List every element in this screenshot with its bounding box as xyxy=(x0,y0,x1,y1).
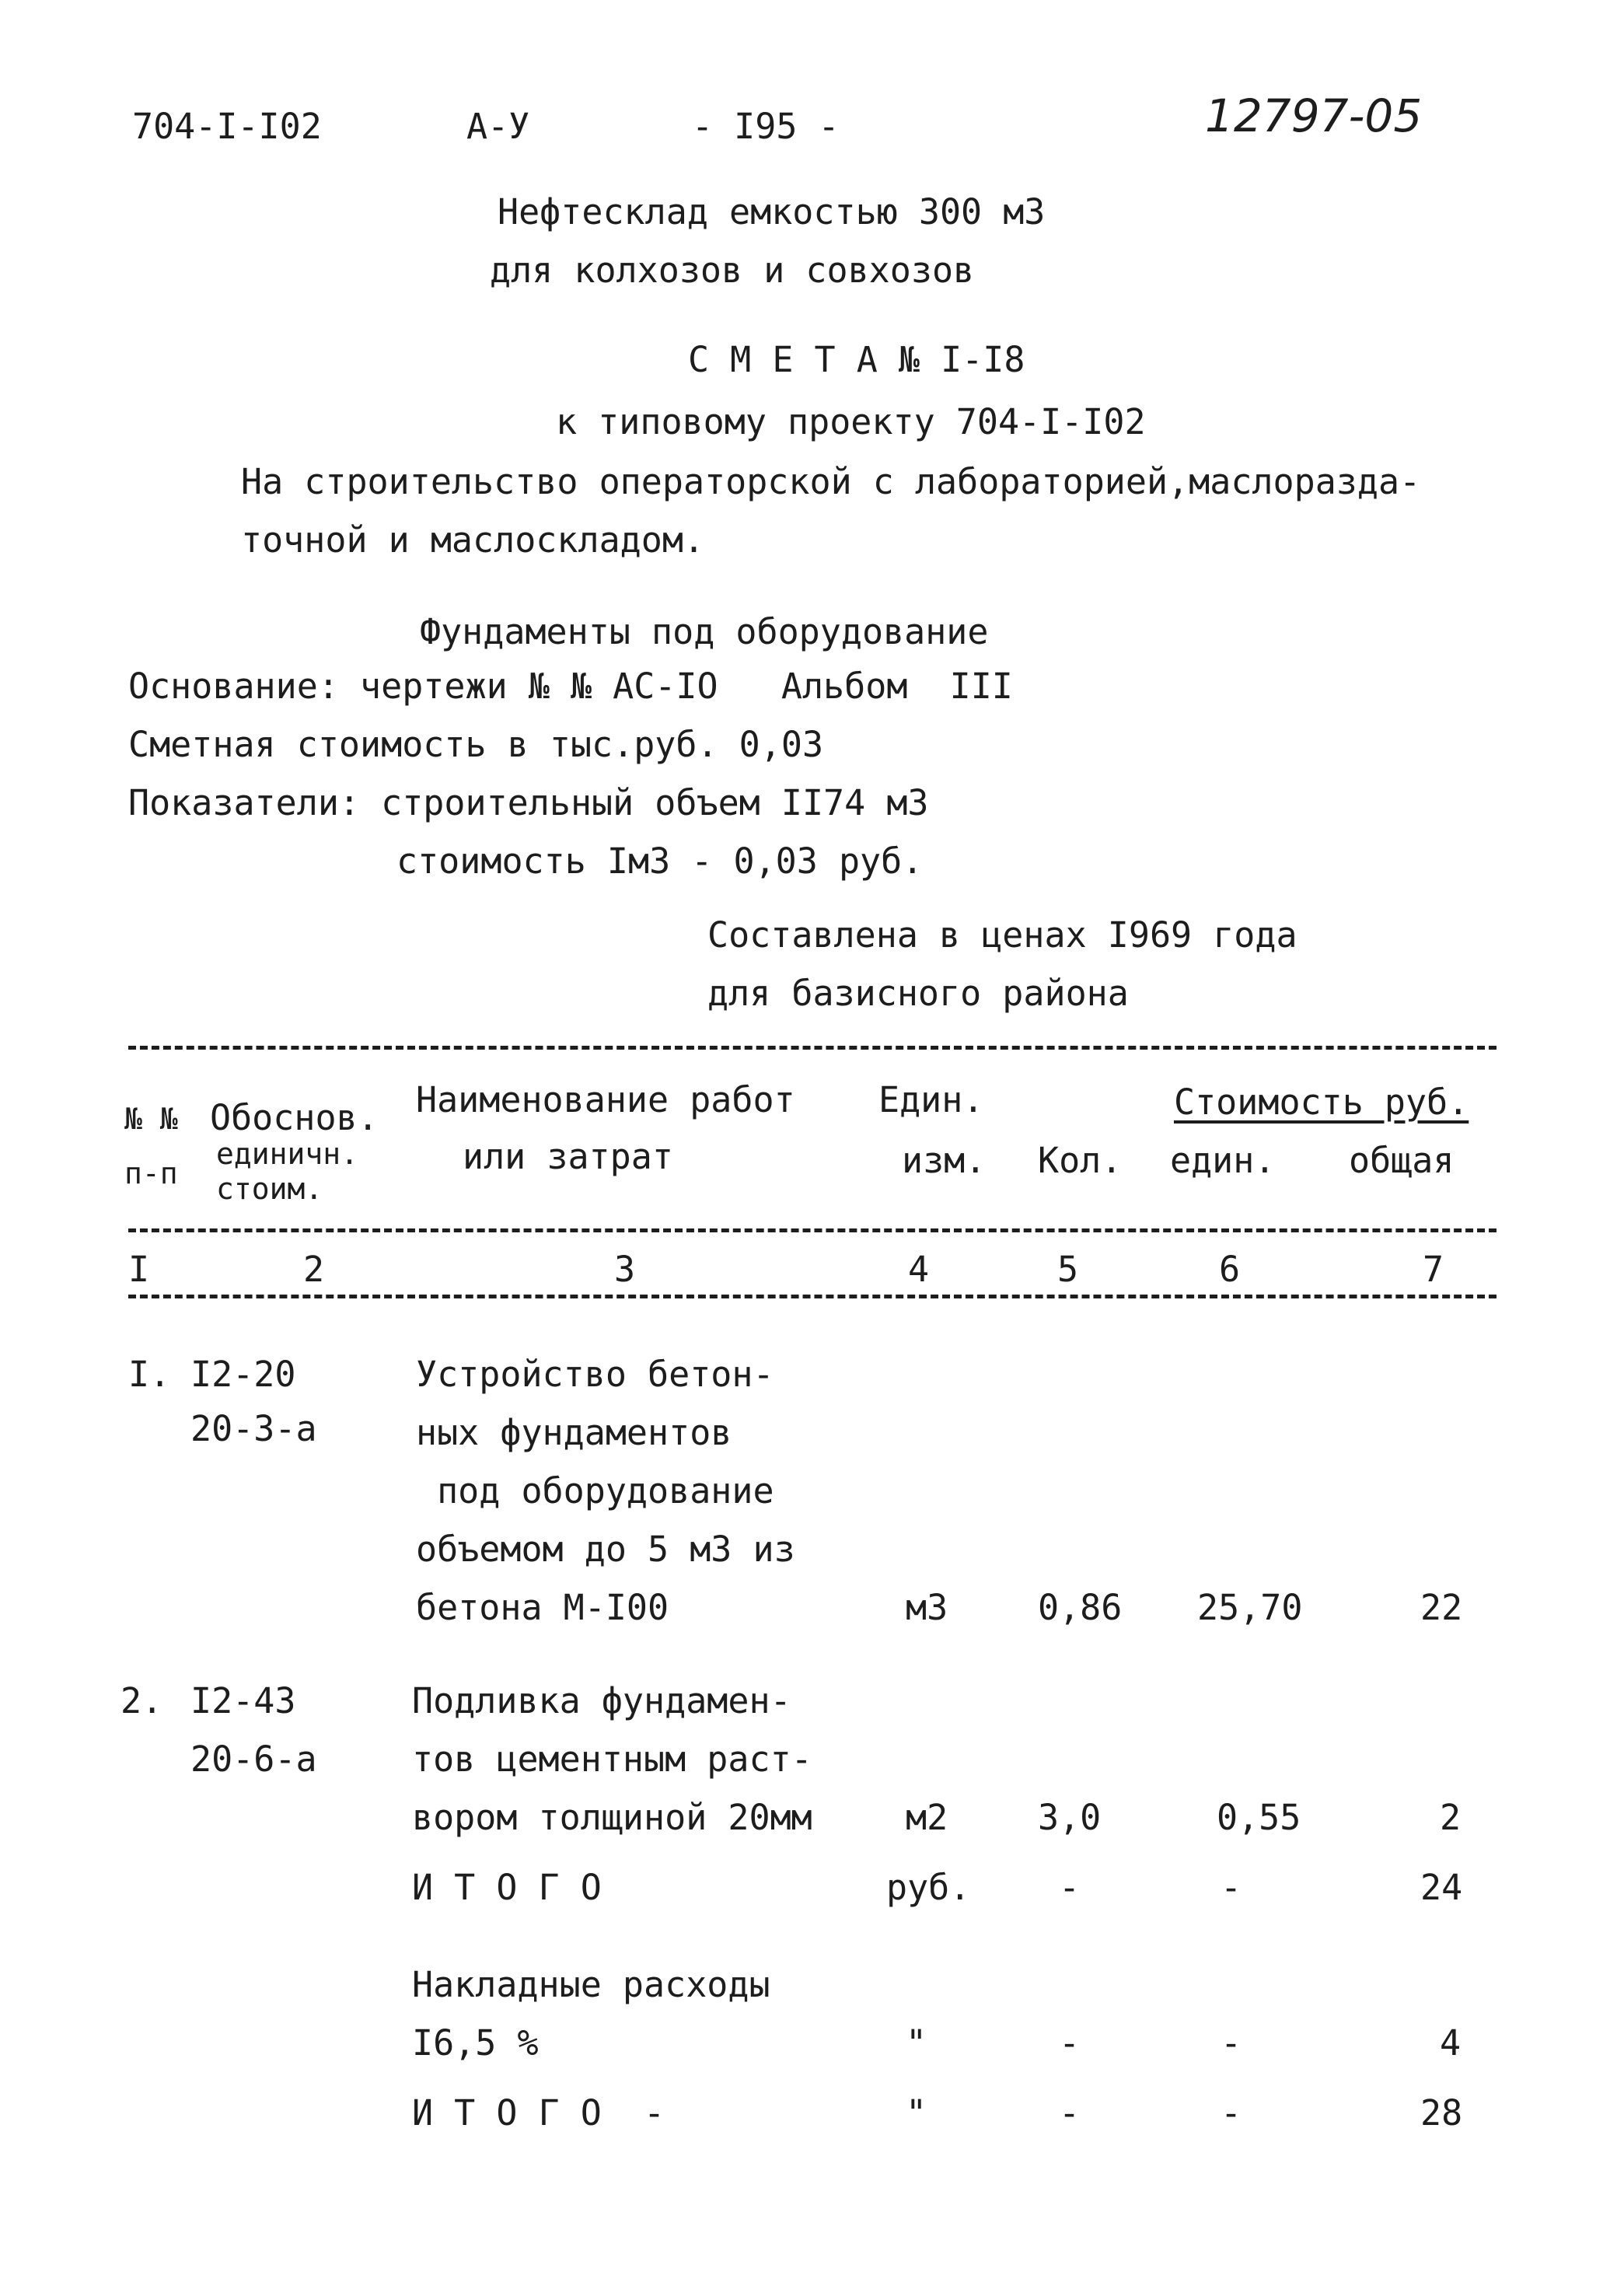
header-basis-2: единичн. xyxy=(216,1137,359,1171)
summary-1-price: - xyxy=(1221,1867,1242,1908)
unit-cost-line: стоимость Iм3 - 0,03 руб. xyxy=(396,840,924,882)
prices-line-1: Составлена в ценах I969 года xyxy=(707,914,1297,956)
header-qty: Кол. xyxy=(1038,1140,1123,1181)
row-2-num: 2. xyxy=(120,1680,163,1721)
table-top-rule xyxy=(128,1046,1497,1050)
section-title: Фундаменты под оборудование xyxy=(420,611,989,652)
row-1-name-5: бетона М-I00 xyxy=(416,1587,669,1628)
row-1-num: I. xyxy=(128,1354,171,1395)
row-2-total: 2 xyxy=(1440,1797,1462,1838)
summary-3-qty: - xyxy=(1059,2092,1081,2133)
header-cost-unit: един. xyxy=(1170,1140,1276,1181)
row-2-name-1: Подливка фундамен- xyxy=(412,1680,791,1721)
row-2-basis-2: 20-6-а xyxy=(190,1739,317,1780)
summary-1-unit: руб. xyxy=(886,1867,971,1908)
sheet-code: А-У xyxy=(466,106,530,147)
doc-code: 704-I-I02 xyxy=(132,106,322,147)
summary-2-price: - xyxy=(1221,2022,1242,2064)
summary-2-total: 4 xyxy=(1440,2022,1462,2064)
row-2-unit: м2 xyxy=(906,1797,948,1838)
summary-3-total: 28 xyxy=(1420,2092,1463,2133)
row-2-name-2: тов цементным раст- xyxy=(412,1739,812,1780)
project-ref: к типовому проекту 704-I-I02 xyxy=(556,401,1146,442)
summary-2-name-1: Накладные расходы xyxy=(412,1964,770,2005)
row-1-name-4: объемом до 5 м3 из xyxy=(416,1529,795,1570)
title-line-1: Нефтесклад емкостью 300 м3 xyxy=(498,191,1046,232)
header-num-1: № № xyxy=(124,1102,178,1136)
prices-line-2: для базисного района xyxy=(707,973,1129,1014)
col-number-2: 2 xyxy=(303,1249,325,1290)
header-name-2: или затрат xyxy=(463,1136,673,1177)
header-unit-1: Един. xyxy=(878,1079,984,1120)
summary-1-qty: - xyxy=(1059,1867,1081,1908)
row-1-price: 25,70 xyxy=(1197,1587,1303,1628)
title-line-2: для колхозов и совхозов xyxy=(490,250,975,291)
header-rule xyxy=(128,1228,1497,1232)
summary-1-total: 24 xyxy=(1420,1867,1463,1908)
header-cost-title: Стоимость руб. xyxy=(1174,1082,1469,1123)
row-1-unit: м3 xyxy=(906,1587,948,1628)
basis-line: Основание: чертежи № № АС-IO Альбом III xyxy=(128,666,1013,707)
col-number-5: 5 xyxy=(1057,1249,1079,1290)
header-cost-total: общая xyxy=(1349,1140,1455,1181)
summary-1-name: И Т О Г О xyxy=(412,1867,602,1908)
summary-2-name-2: I6,5 % xyxy=(412,2022,539,2064)
estimate-title: С М Е Т А № I-I8 xyxy=(688,339,1025,380)
row-2-qty: 3,0 xyxy=(1038,1797,1102,1838)
purpose-line-2: точной и маслоскладом. xyxy=(241,519,705,561)
row-2-basis-1: I2-43 xyxy=(190,1680,296,1721)
row-1-qty: 0,86 xyxy=(1038,1587,1123,1628)
summary-3-unit: " xyxy=(906,2092,927,2133)
cost-line: Сметная стоимость в тыс.руб. 0,03 xyxy=(128,724,824,765)
summary-3-name: И Т О Г О - xyxy=(412,2092,665,2133)
col-number-6: 6 xyxy=(1219,1249,1241,1290)
row-1-name-2: ных фундаментов xyxy=(416,1412,732,1453)
summary-2-qty: - xyxy=(1059,2022,1081,2064)
summary-2-unit: " xyxy=(906,2022,927,2064)
header-unit-2: изм. xyxy=(902,1140,987,1181)
header-num-2: п-п xyxy=(124,1156,178,1190)
header-basis-1: Обоснов. xyxy=(210,1097,379,1138)
row-1-total: 22 xyxy=(1420,1587,1463,1628)
row-1-name-3: под оборудование xyxy=(416,1470,774,1511)
col-number-7: 7 xyxy=(1423,1249,1444,1290)
row-1-basis-2: 20-3-а xyxy=(190,1408,317,1449)
purpose-line-1: На строительство операторской с лабораторией,маслоразда- xyxy=(241,461,1421,502)
row-1-name-1: Устройство бетон- xyxy=(416,1354,774,1395)
handwritten-number: 12797-05 xyxy=(1205,89,1423,142)
col-number-1: I xyxy=(128,1249,150,1290)
row-2-price: 0,55 xyxy=(1217,1797,1301,1838)
col-number-3: 3 xyxy=(614,1249,636,1290)
indicators-line: Показатели: строительный объем II74 м3 xyxy=(128,782,929,823)
column-number-rule xyxy=(128,1295,1497,1298)
summary-3-price: - xyxy=(1221,2092,1242,2133)
page-number: - I95 - xyxy=(692,106,840,147)
header-name-1: Наименование работ xyxy=(416,1079,795,1120)
row-1-basis-1: I2-20 xyxy=(190,1354,296,1395)
row-2-name-3: вором толщиной 20мм xyxy=(412,1797,812,1838)
header-basis-3: стоим. xyxy=(216,1172,323,1206)
col-number-4: 4 xyxy=(908,1249,930,1290)
